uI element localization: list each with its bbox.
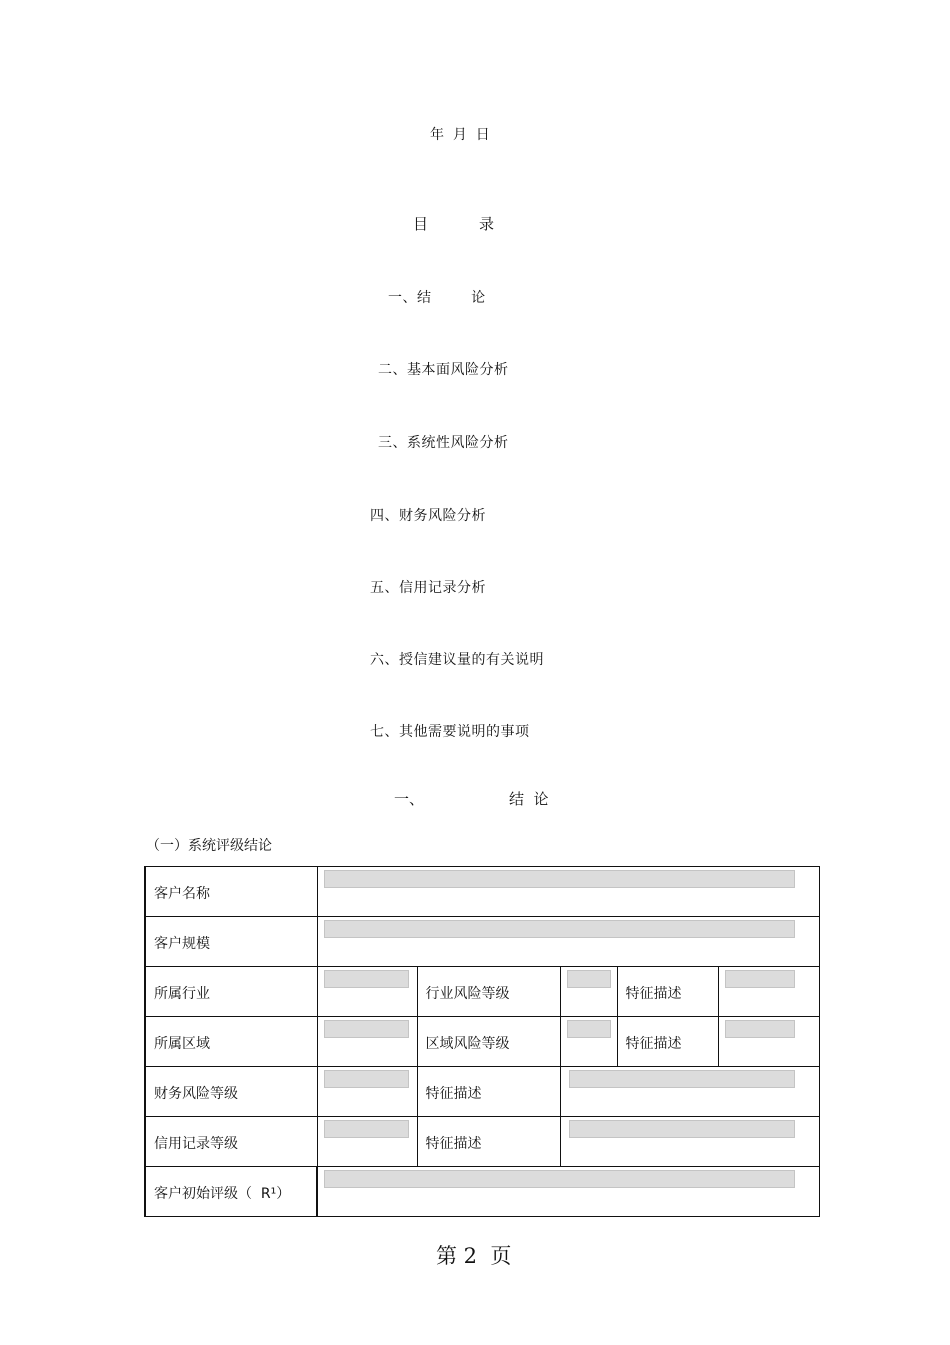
toc-title-left: 目 [413, 215, 429, 233]
table-row [145, 1167, 819, 1217]
customer-scale-cell [317, 917, 819, 967]
financial-feature-cell [560, 1067, 819, 1117]
page-number: 第 2 页 [436, 1244, 512, 1268]
table-row [145, 1017, 819, 1067]
rating-table [144, 866, 820, 1217]
table-row [145, 1117, 819, 1167]
toc-item-7[interactable]: 七、其他需要说明的事项 [370, 724, 530, 740]
credit-feature-label: 特征描述 [417, 1117, 560, 1167]
region-cell [317, 1017, 417, 1067]
industry-field[interactable] [324, 970, 409, 988]
toc-item-6[interactable]: 六、授信建议量的有关说明 [370, 652, 544, 668]
customer-name-label: 客户名称 [145, 867, 317, 917]
financial-risk-level-label: 财务风险等级 [145, 1067, 317, 1117]
credit-record-level-cell [317, 1117, 417, 1167]
customer-name-field[interactable] [324, 870, 795, 888]
financial-feature-label: 特征描述 [417, 1067, 560, 1117]
credit-record-level-field[interactable] [324, 1120, 409, 1138]
toc-item-5[interactable]: 五、信用记录分析 [370, 580, 486, 596]
customer-name-cell [317, 867, 819, 917]
table-row [145, 1067, 819, 1117]
industry-feature-field[interactable] [725, 970, 795, 988]
industry-risk-level-field[interactable] [567, 970, 611, 988]
table-row [145, 967, 819, 1017]
initial-rating-label: 客户初始评级（ R¹） [145, 1167, 317, 1217]
financial-feature-field[interactable] [569, 1070, 795, 1088]
industry-cell [317, 967, 417, 1017]
toc-item-4[interactable]: 四、财务风险分析 [370, 508, 486, 524]
initial-rating-cell [317, 1167, 819, 1217]
region-risk-level-field[interactable] [567, 1020, 611, 1038]
region-risk-level-cell [560, 1017, 617, 1067]
industry-risk-level-label: 行业风险等级 [417, 967, 560, 1017]
sub-heading: （一）系统评级结论 [146, 838, 272, 854]
credit-feature-cell [560, 1117, 819, 1167]
table-row [145, 917, 819, 967]
section-heading-text: 结 论 [509, 790, 549, 808]
region-feature-cell [718, 1017, 819, 1067]
toc-title-right: 录 [479, 215, 495, 233]
section-heading-number: 一、 [394, 790, 425, 808]
toc-item-1[interactable]: 一、结 论 [388, 290, 486, 306]
industry-risk-level-cell [560, 967, 617, 1017]
region-feature-field[interactable] [725, 1020, 795, 1038]
customer-scale-field[interactable] [324, 920, 795, 938]
financial-risk-level-cell [317, 1067, 417, 1117]
toc-item-2[interactable]: 二、基本面风险分析 [378, 362, 509, 378]
toc-item-3[interactable]: 三、系统性风险分析 [378, 435, 509, 451]
region-field[interactable] [324, 1020, 409, 1038]
region-feature-label: 特征描述 [617, 1017, 718, 1067]
region-risk-level-label: 区域风险等级 [417, 1017, 560, 1067]
industry-label: 所属行业 [145, 967, 317, 1017]
date-line: 年 月 日 [430, 127, 490, 143]
credit-feature-field[interactable] [569, 1120, 795, 1138]
industry-feature-cell [718, 967, 819, 1017]
financial-risk-level-field[interactable] [324, 1070, 409, 1088]
credit-record-level-label: 信用记录等级 [145, 1117, 317, 1167]
table-row [145, 867, 819, 917]
initial-rating-field[interactable] [324, 1170, 795, 1188]
customer-scale-label: 客户规模 [145, 917, 317, 967]
region-label: 所属区域 [145, 1017, 317, 1067]
industry-feature-label: 特征描述 [617, 967, 718, 1017]
